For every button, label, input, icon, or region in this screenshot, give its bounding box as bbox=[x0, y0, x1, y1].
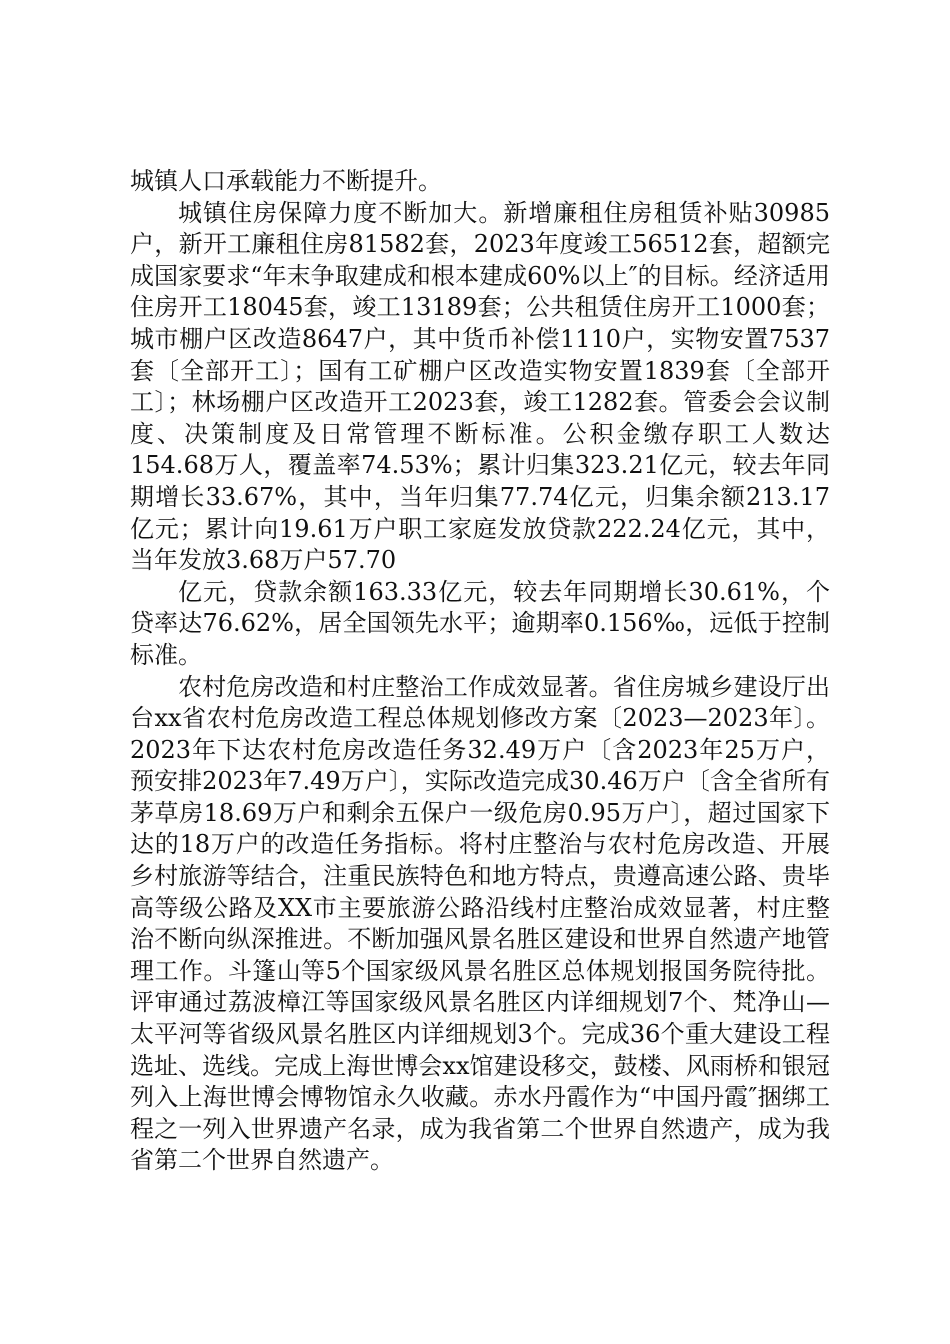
paragraph-housing-security: 城镇住房保障力度不断加大。新增廉租住房租赁补贴30985户，新开工廉租住房81582套，2023年度竣工56512套，超额完成国家要求“年末争取建成和根本建成60%以上″的目标。经济适用住房开工18045套，竣工13189套；公共租赁住房开工1000套；城市棚户区改造8647户，其中货币补偿1110户，实物安置7537套〔全部开工〕；国有工矿棚户区改造实物安置1839套〔全部开工〕；林场棚户区改造开工2023套，竣工1282套。管委会会议制度、决策制度及日常管理不断标准。公积金缴存职工人数达154.68万人，覆盖率74.53%；累计归集323.21亿元，较去年同期增长33.67%，其中，当年归集77.74亿元，归集余额213.17亿元；累计向19.61万户职工家庭发放贷款222.24亿元，其中，当年发放3.68万户57.70 bbox=[130, 198, 830, 575]
paragraph-continuation: 城镇人口承载能力不断提升。 bbox=[130, 167, 442, 195]
paragraph-rural-renovation: 农村危房改造和村庄整治工作成效显著。省住房城乡建设厅出台xx省农村危房改造工程总体规划修改方案〔2023—2023年〕。2023年下达农村危房改造任务32.49万户〔含2023年25万户，预安排2023年7.49万户〕，实际改造完成30.46万户〔含全省所有茅草房18.69万户和剩余五保户一级危房0.95万户〕，超过国家下达的18万户的改造任务指标。将村庄整治与农村危房改造、开展乡村旅游等结合，注重民族特色和地方特点，贵遵高速公路、贵毕高等级公路及XX市主要旅游公路沿线村庄整治成效显著，村庄整治不断向纵深推进。不断加强风景名胜区建设和世界自然遗产地管理工作。斗篷山等5个国家级风景名胜区总体规划报国务院待批。评审通过荔波樟江等国家级风景名胜区内详细规划7个、梵净山—太平河等省级风景名胜区内详细规划3个。完成36个重大建设工程选址、选线。完成上海世博会xx馆建设移交，鼓楼、风雨桥和银冠列入上海世博会博物馆永久收藏。赤水丹霞作为“中国丹霞″捆绑工程之一列入世界遗产名录，成为我省第二个世界自然遗产，成为我省第二个世界自然遗产。 bbox=[130, 672, 830, 1175]
paragraph-loans: 亿元，贷款余额163.33亿元，较去年同期增长30.61%，个贷率达76.62%，居全国领先水平；逾期率0.156‰，远低于控制标准。 bbox=[130, 577, 830, 669]
document-body bbox=[130, 166, 830, 1177]
